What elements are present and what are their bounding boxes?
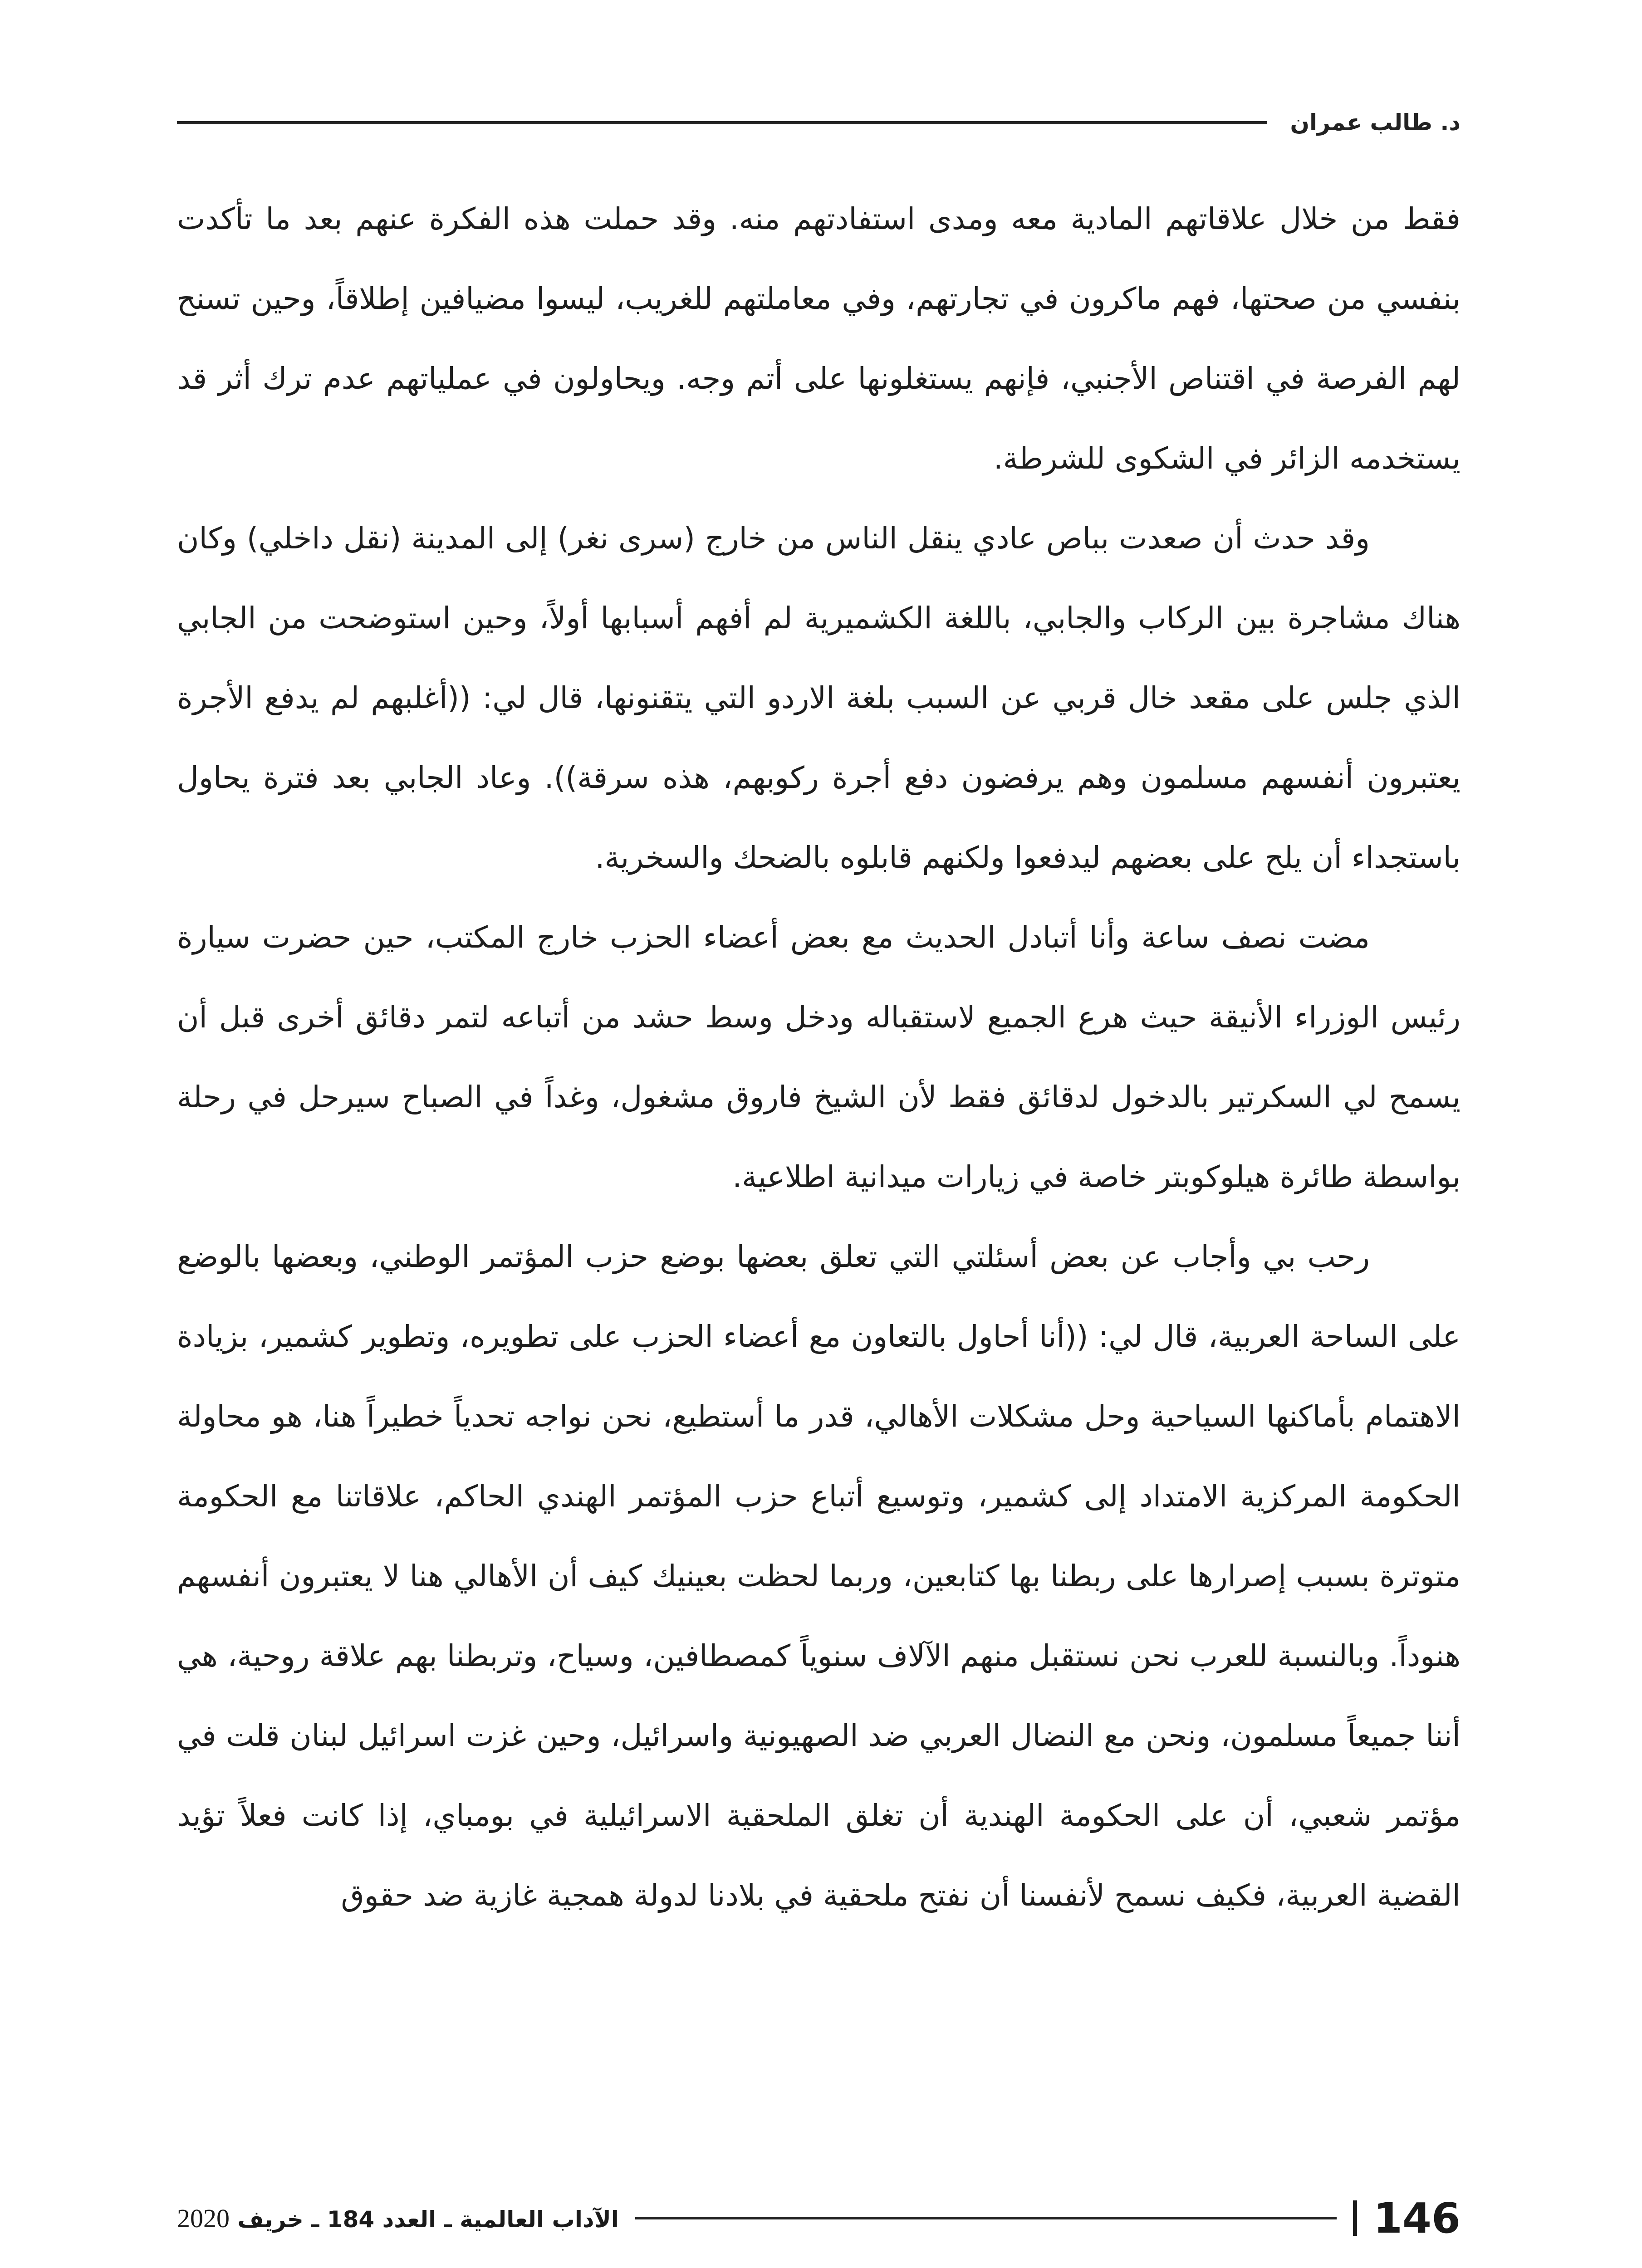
footer-separator-bar	[1353, 2200, 1357, 2236]
footer-rule	[635, 2217, 1337, 2219]
article-body	[177, 179, 1461, 1936]
page-footer	[177, 2191, 1461, 2245]
paragraph-3: مضت نصف ساعة وأنا أتبادل الحديث مع بعض أعضاء الحزب خارج المكتب، حين حضرت سيارة رئيس الوزراء الأنيقة حيث هرع الجميع لاستقباله ودخل وسط حشد من أتباعه لتمر دقائق أخرى قبل أن يسمح لي السكرتير بالدخول لدقائق فقط لأن الشيخ فاروق مشغول، وغداً في الصباح سيرحل في رحلة بواسطة طائرة هيلوكوبتر خاصة في زيارات ميدانية اطلاعية.	[177, 920, 1461, 1194]
paragraph-1: فقط من خلال علاقاتهم المادية معه ومدى استفادتهم منه. وقد حملت هذه الفكرة عنهم بعد ما تأكدت بنفسي من صحتها، فهم ماكرون في تجارتهم، وفي معاملتهم للغريب، ليسوا مضيافين إطلاقاً، وحين تسنح لهم الفرصة في اقتناص الأجنبي، فإنهم يستغلونها على أتم وجه. ويحاولون في عملياتهم عدم ترك أثر قد يستخدمه الزائر في الشكوى للشرطة.	[177, 201, 1461, 476]
header-author: د. طالب عمران	[1290, 109, 1461, 136]
running-header	[177, 98, 1461, 147]
paragraph-4: رحب بي وأجاب عن بعض أسئلتي التي تعلق بعضها بوضع حزب المؤتمر الوطني، وبعضها بالوضع على الساحة العربية، قال لي: ((أنا أحاول بالتعاون مع أعضاء الحزب على تطويره، وتطوير كشمير، بزيادة الاهتمام بأماكنها السياحية وحل مشكلات الأهالي، قدر ما أستطيع، نحن نواجه تحدياً خطيراً هنا، هو محاولة الحكومة المركزية الامتداد إلى كشمير، وتوسيع أتباع حزب المؤتمر الهندي الحاكم، علاقاتنا مع الحكومة متوترة بسبب إصرارها على ربطنا بها كتابعين، وربما لحظت بعينيك كيف أن الأهالي هنا لا يعتبرون أنفسهم هنوداً. وبالنسبة للعرب نحن نستقبل منهم الآلاف سنوياً كمصطافين، وسياح، وتربطنا بهم علاقة روحية، هي أننا جميعاً مسلمون، ونحن مع النضال العربي ضد الصهيونية واسرائيل، وحين غزت اسرائيل لبنان قلت في مؤتمر شعبي، أن على الحكومة الهندية أن تغلق الملحقية الاسرائيلية في بومباي، إذا كانت فعلاً تؤيد القضية العربية، فكيف نسمح لأنفسنا أن نفتح ملحقية في بلادنا لدولة همجية غازية ضد حقوق	[177, 1239, 1461, 1913]
header-rule	[177, 121, 1267, 124]
journal-year: 2020	[177, 2203, 230, 2233]
journal-issue-label: الآداب العالمية ـ العدد 184 ـ خريف	[237, 2206, 619, 2233]
paragraph-2: وقد حدث أن صعدت بباص عادي ينقل الناس من خارج (سرى نغر) إلى المدينة (نقل داخلي) وكان هناك مشاجرة بين الركاب والجابي، باللغة الكشميرية لم أفهم أسبابها أولاً، وحين استوضحت من الجابي الذي جلس على مقعد خال قربي عن السبب بلغة الاردو التي يتقنونها، قال لي: ((أغلبهم لم يدفع الأجرة يعتبرون أنفسهم مسلمون وهم يرفضون دفع أجرة ركوبهم، هذه سرقة)). وعاد الجابي بعد فترة يحاول باستجداء أن يلح على بعضهم ليدفعوا ولكنهم قابلوه بالضحك والسخرية.	[177, 521, 1461, 875]
journal-name	[177, 2203, 619, 2234]
page-number: 146	[1373, 2194, 1461, 2243]
